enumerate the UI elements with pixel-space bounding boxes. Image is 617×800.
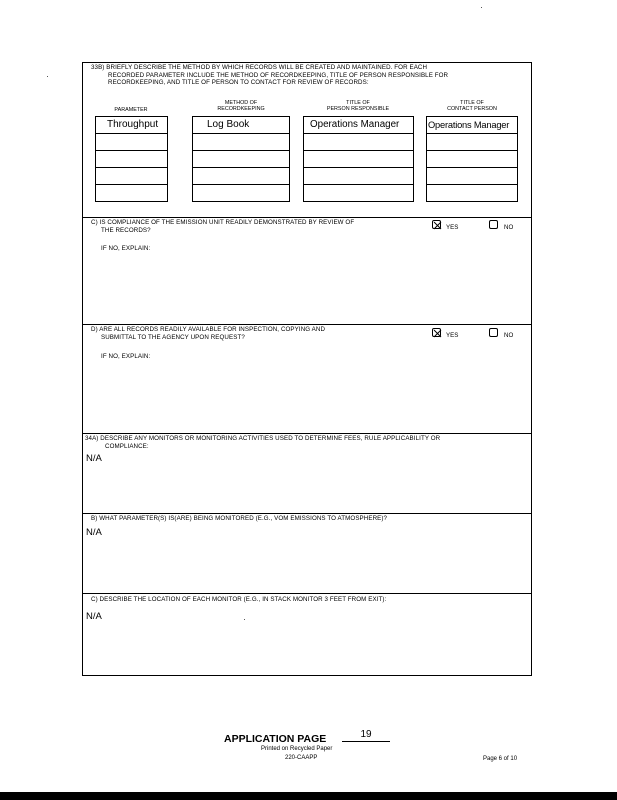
records-table-contact xyxy=(426,116,518,202)
x-check-icon xyxy=(433,221,442,230)
section-divider xyxy=(82,324,532,325)
checkbox-c-no[interactable] xyxy=(489,220,498,229)
application-page-label: APPLICATION PAGE xyxy=(224,733,327,745)
checkbox-d-no[interactable] xyxy=(489,328,498,337)
answer-34c[interactable]: N/A xyxy=(86,611,102,622)
table-cell[interactable]: Operations Manager xyxy=(427,117,517,134)
table-cell[interactable] xyxy=(96,168,167,185)
table-cell[interactable] xyxy=(193,151,289,168)
table-cell[interactable] xyxy=(427,134,517,151)
table-cell[interactable]: Operations Manager xyxy=(304,117,413,134)
col-header-method: METHOD OF RECORDKEEPING xyxy=(217,100,265,112)
section-divider xyxy=(82,593,532,594)
label-c-no: NO xyxy=(504,224,514,231)
scan-speck xyxy=(481,7,482,8)
table-cell[interactable] xyxy=(304,151,413,168)
question-34b: B) WHAT PARAMETER(S) IS(ARE) BEING MONITORED (E.G., VOM EMISSIONS TO ATMOSPHERE)? xyxy=(91,515,388,522)
section-divider xyxy=(82,433,532,434)
section-divider xyxy=(82,513,532,514)
table-cell[interactable]: Throughput xyxy=(96,117,167,134)
table-cell[interactable] xyxy=(427,168,517,185)
table-cell[interactable] xyxy=(427,185,517,202)
table-cell[interactable] xyxy=(96,185,167,202)
label-c-yes: YES xyxy=(446,224,459,231)
page-number-field: 19 xyxy=(342,729,390,742)
table-cell[interactable] xyxy=(96,134,167,151)
question-34a: 34A) DESCRIBE ANY MONITORS OR MONITORING ACTIVITIES USED TO DETERMINE FEES, RULE APPLICABILITY OR COMPLIANCE: xyxy=(85,435,441,450)
records-table-responsible xyxy=(303,116,414,202)
table-cell[interactable]: Log Book xyxy=(193,117,289,134)
section-divider xyxy=(82,217,532,218)
table-cell[interactable] xyxy=(96,151,167,168)
table-cell[interactable] xyxy=(193,168,289,185)
records-table-parameter xyxy=(95,116,168,202)
table-cell[interactable] xyxy=(427,151,517,168)
scan-edge xyxy=(0,792,617,800)
checkbox-d-yes[interactable] xyxy=(432,328,441,337)
col-header-responsible: TITLE OF PERSON RESPONSIBLE xyxy=(326,100,390,112)
explain-label-c: IF NO, EXPLAIN: xyxy=(101,245,151,252)
recycled-note: Printed on Recycled Paper xyxy=(261,746,333,752)
x-check-icon xyxy=(433,329,442,338)
answer-34b[interactable]: N/A xyxy=(86,527,102,538)
scan-speck xyxy=(47,76,48,77)
checkbox-c-yes[interactable] xyxy=(432,220,441,229)
label-d-no: NO xyxy=(504,332,514,339)
col-header-parameter: PARAMETER xyxy=(114,107,148,113)
table-cell[interactable] xyxy=(304,134,413,151)
question-c: C) IS COMPLIANCE OF THE EMISSION UNIT READILY DEMONSTRATED BY REVIEW OF THE RECORDS? xyxy=(91,219,355,234)
table-cell[interactable] xyxy=(193,185,289,202)
table-cell[interactable] xyxy=(193,134,289,151)
page-of: Page 6 of 10 xyxy=(483,756,518,762)
table-cell[interactable] xyxy=(304,168,413,185)
question-34c: C) DESCRIBE THE LOCATION OF EACH MONITOR (E.G., IN STACK MONITOR 3 FEET FROM EXIT): xyxy=(91,596,387,603)
label-d-yes: YES xyxy=(446,332,459,339)
table-cell[interactable] xyxy=(304,185,413,202)
form-id: 220-CAAPP xyxy=(285,755,318,761)
answer-34a[interactable]: N/A xyxy=(86,453,102,464)
question-d: D) ARE ALL RECORDS READILY AVAILABLE FOR INSPECTION, COPYING AND SUBMITTAL TO THE AGENCY UPON REQUEST? xyxy=(91,326,326,341)
col-header-contact: TITLE OF CONTACT PERSON xyxy=(447,100,497,112)
question-33b: 33B) BRIEFLY DESCRIBE THE METHOD BY WHICH RECORDS WILL BE CREATED AND MAINTAINED. FOR EACH RECORDED PARAMETER INCLUDE THE METHOD OF RECORDKEEPING, TITLE OF PERSON RESPONSIBLE FOR RECORDKEEPING, AND TITLE OF PERSON TO CONTACT FOR REVIEW OF RECORDS: xyxy=(91,64,449,86)
records-table-method xyxy=(192,116,290,202)
explain-label-d: IF NO, EXPLAIN: xyxy=(101,353,151,360)
